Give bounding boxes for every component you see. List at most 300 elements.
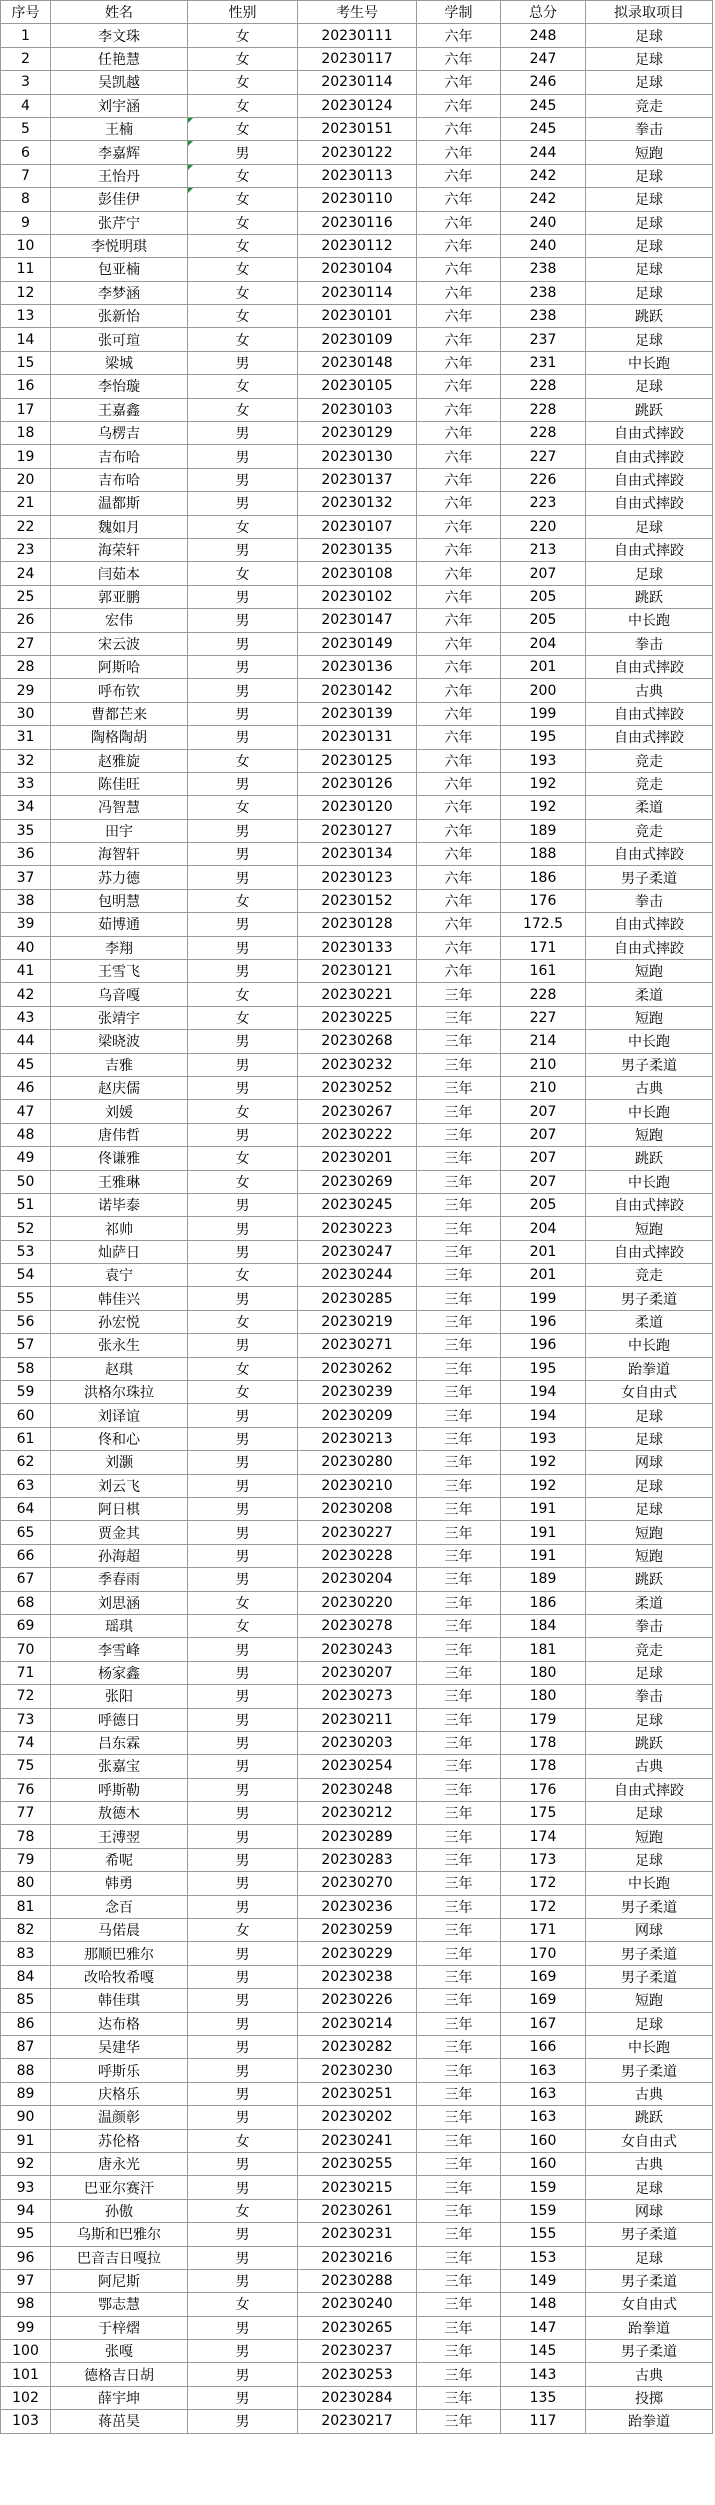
gender-cell: 女 (188, 24, 298, 47)
total-score-cell: 207 (501, 1147, 586, 1170)
table-row (1, 1895, 713, 1918)
exam-number-cell: 20230113 (298, 164, 417, 187)
program-length-cell: 三年 (417, 1685, 501, 1708)
table-row (1, 2012, 713, 2035)
program-length-cell: 六年 (417, 843, 501, 866)
exam-number-cell: 20230226 (298, 1989, 417, 2012)
program-length-cell: 六年 (417, 445, 501, 468)
gender-cell: 女 (188, 398, 298, 421)
program-length-cell: 三年 (417, 1755, 501, 1778)
exam-number-cell: 20230239 (298, 1381, 417, 1404)
total-score-cell: 207 (501, 1123, 586, 1146)
total-score-cell: 204 (501, 632, 586, 655)
table-row (1, 1381, 713, 1404)
table-row (1, 515, 713, 538)
admitted-event-cell: 投掷 (586, 2386, 713, 2409)
total-score-cell: 186 (501, 866, 586, 889)
exam-number-cell: 20230217 (298, 2410, 417, 2433)
total-score-cell: 166 (501, 2035, 586, 2058)
admitted-event-cell: 拳击 (586, 117, 713, 140)
program-length-cell: 六年 (417, 515, 501, 538)
serial-cell: 1 (1, 24, 51, 47)
exam-number-cell: 20230114 (298, 281, 417, 304)
program-length-cell: 六年 (417, 585, 501, 608)
name-cell: 温颜彰 (51, 2106, 188, 2129)
admitted-event-cell: 足球 (586, 234, 713, 257)
program-length-cell: 三年 (417, 1123, 501, 1146)
admitted-event-cell: 足球 (586, 47, 713, 70)
name-cell: 张嘉宝 (51, 1755, 188, 1778)
total-score-cell: 204 (501, 1217, 586, 1240)
admitted-event-cell: 男子柔道 (586, 1895, 713, 1918)
gender-cell: 男 (188, 1030, 298, 1053)
exam-number-cell: 20230203 (298, 1731, 417, 1754)
name-cell: 孙海超 (51, 1544, 188, 1567)
name-cell: 袁宁 (51, 1264, 188, 1287)
exam-number-cell: 20230252 (298, 1076, 417, 1099)
serial-cell: 85 (1, 1989, 51, 2012)
program-length-cell: 三年 (417, 1521, 501, 1544)
total-score-cell: 193 (501, 749, 586, 772)
total-score-cell: 214 (501, 1030, 586, 1053)
exam-number-cell: 20230137 (298, 468, 417, 491)
table-row (1, 2363, 713, 2386)
table-row (1, 71, 713, 94)
serial-cell: 13 (1, 305, 51, 328)
name-cell: 包亚楠 (51, 258, 188, 281)
gender-cell: 女 (188, 515, 298, 538)
total-score-cell: 195 (501, 1357, 586, 1380)
serial-cell: 97 (1, 2269, 51, 2292)
exam-number-cell: 20230152 (298, 889, 417, 912)
gender-cell: 男 (188, 1334, 298, 1357)
admitted-event-cell: 网球 (586, 2199, 713, 2222)
gender-cell: 男 (188, 1895, 298, 1918)
admitted-event-cell: 古典 (586, 2152, 713, 2175)
name-cell: 刘宇涵 (51, 94, 188, 117)
exam-number-cell: 20230125 (298, 749, 417, 772)
name-cell: 季春雨 (51, 1568, 188, 1591)
total-score-cell: 160 (501, 2129, 586, 2152)
total-score-cell: 178 (501, 1755, 586, 1778)
gender-cell: 女 (188, 1919, 298, 1942)
admitted-event-cell: 足球 (586, 281, 713, 304)
program-length-cell: 六年 (417, 141, 501, 164)
table-row (1, 1357, 713, 1380)
gender-cell: 男 (188, 351, 298, 374)
exam-number-cell: 20230132 (298, 492, 417, 515)
table-row (1, 2176, 713, 2199)
admitted-event-cell: 女自由式 (586, 2129, 713, 2152)
table-row (1, 1521, 713, 1544)
gender-cell: 男 (188, 585, 298, 608)
gender-cell: 男 (188, 1848, 298, 1871)
table-row (1, 1989, 713, 2012)
name-cell: 瑶琪 (51, 1614, 188, 1637)
exam-number-cell: 20230236 (298, 1895, 417, 1918)
name-cell: 吴凯越 (51, 71, 188, 94)
table-row (1, 1474, 713, 1497)
admitted-event-cell: 男子柔道 (586, 2269, 713, 2292)
exam-number-cell: 20230109 (298, 328, 417, 351)
serial-cell: 52 (1, 1217, 51, 1240)
gender-cell: 男 (188, 2106, 298, 2129)
total-score-cell: 180 (501, 1685, 586, 1708)
program-length-cell: 三年 (417, 1591, 501, 1614)
serial-cell: 49 (1, 1147, 51, 1170)
program-length-cell: 三年 (417, 1989, 501, 2012)
program-length-cell: 三年 (417, 2340, 501, 2363)
table-row (1, 422, 713, 445)
total-score-cell: 180 (501, 1661, 586, 1684)
admitted-event-cell: 足球 (586, 1474, 713, 1497)
program-length-cell: 六年 (417, 211, 501, 234)
program-length-cell: 六年 (417, 960, 501, 983)
total-score-cell: 196 (501, 1334, 586, 1357)
program-length-cell: 三年 (417, 1778, 501, 1801)
exam-number-cell: 20230117 (298, 47, 417, 70)
table-row (1, 1544, 713, 1567)
admitted-event-cell: 足球 (586, 1498, 713, 1521)
program-length-cell: 三年 (417, 1193, 501, 1216)
admitted-event-cell: 自由式摔跤 (586, 702, 713, 725)
admitted-event-cell: 男子柔道 (586, 1287, 713, 1310)
total-score-cell: 242 (501, 188, 586, 211)
gender-cell: 男 (188, 1661, 298, 1684)
name-cell: 刘灏 (51, 1451, 188, 1474)
exam-number-cell: 20230211 (298, 1708, 417, 1731)
serial-cell: 4 (1, 94, 51, 117)
name-cell: 呼斯乐 (51, 2059, 188, 2082)
serial-cell: 59 (1, 1381, 51, 1404)
program-length-cell: 六年 (417, 538, 501, 561)
total-score-cell: 163 (501, 2059, 586, 2082)
program-length-cell: 六年 (417, 749, 501, 772)
admitted-event-cell: 足球 (586, 375, 713, 398)
name-cell: 冯智慧 (51, 796, 188, 819)
serial-cell: 93 (1, 2176, 51, 2199)
exam-number-cell: 20230112 (298, 234, 417, 257)
program-length-cell: 三年 (417, 1404, 501, 1427)
total-score-cell: 207 (501, 562, 586, 585)
name-cell: 呼布钦 (51, 679, 188, 702)
gender-cell: 男 (188, 1474, 298, 1497)
name-cell: 乌斯和巴雅尔 (51, 2223, 188, 2246)
exam-number-cell: 20230273 (298, 1685, 417, 1708)
name-cell: 宏伟 (51, 609, 188, 632)
gender-cell: 女 (188, 2129, 298, 2152)
gender-cell: 男 (188, 1965, 298, 1988)
gender-cell: 女 (188, 749, 298, 772)
table-row (1, 1872, 713, 1895)
table-row (1, 1404, 713, 1427)
serial-cell: 53 (1, 1240, 51, 1263)
name-cell: 张永生 (51, 1334, 188, 1357)
table-row (1, 328, 713, 351)
serial-cell: 11 (1, 258, 51, 281)
admitted-event-cell: 男子柔道 (586, 866, 713, 889)
admitted-event-cell: 柔道 (586, 796, 713, 819)
name-cell: 任艳慧 (51, 47, 188, 70)
serial-cell: 70 (1, 1638, 51, 1661)
name-cell: 刘思涵 (51, 1591, 188, 1614)
gender-cell: 男 (188, 1778, 298, 1801)
gender-cell: 女 (188, 117, 298, 140)
table-row (1, 1661, 713, 1684)
total-score-cell: 227 (501, 445, 586, 468)
gender-cell: 女 (188, 94, 298, 117)
exam-number-cell: 20230139 (298, 702, 417, 725)
exam-number-cell: 20230245 (298, 1193, 417, 1216)
gender-cell: 女 (188, 562, 298, 585)
gender-cell: 男 (188, 1287, 298, 1310)
program-length-cell: 三年 (417, 1006, 501, 1029)
program-length-cell: 三年 (417, 2176, 501, 2199)
total-score-cell: 248 (501, 24, 586, 47)
total-score-cell: 227 (501, 1006, 586, 1029)
table-row (1, 983, 713, 1006)
total-score-cell: 163 (501, 2082, 586, 2105)
name-cell: 宋云波 (51, 632, 188, 655)
gender-cell: 男 (188, 632, 298, 655)
total-score-cell: 228 (501, 983, 586, 1006)
table-row (1, 1334, 713, 1357)
program-length-cell: 六年 (417, 258, 501, 281)
admitted-event-cell: 中长跑 (586, 609, 713, 632)
serial-cell: 92 (1, 2152, 51, 2175)
gender-cell: 男 (188, 2012, 298, 2035)
serial-cell: 56 (1, 1310, 51, 1333)
admitted-event-cell: 足球 (586, 328, 713, 351)
name-cell: 赵雅旋 (51, 749, 188, 772)
admitted-event-cell: 足球 (586, 1848, 713, 1871)
name-cell: 希呢 (51, 1848, 188, 1871)
total-score-cell: 172 (501, 1872, 586, 1895)
exam-number-cell: 20230284 (298, 2386, 417, 2409)
program-length-cell: 六年 (417, 328, 501, 351)
serial-cell: 28 (1, 655, 51, 678)
gender-cell: 男 (188, 1217, 298, 1240)
program-length-cell: 三年 (417, 1334, 501, 1357)
gender-cell: 男 (188, 609, 298, 632)
total-score-cell: 199 (501, 702, 586, 725)
total-score-cell: 210 (501, 1076, 586, 1099)
gender-cell: 男 (188, 2082, 298, 2105)
gender-cell: 男 (188, 2316, 298, 2339)
gender-cell: 男 (188, 2363, 298, 2386)
table-row (1, 2152, 713, 2175)
gender-cell: 男 (188, 2269, 298, 2292)
gender-cell: 女 (188, 211, 298, 234)
program-length-cell: 六年 (417, 188, 501, 211)
table-row (1, 188, 713, 211)
name-cell: 张靖宇 (51, 1006, 188, 1029)
total-score-cell: 237 (501, 328, 586, 351)
name-cell: 田宇 (51, 819, 188, 842)
header-cell-serial: 序号 (1, 1, 51, 24)
table-row (1, 1755, 713, 1778)
name-cell: 陈佳旺 (51, 772, 188, 795)
admitted-event-cell: 足球 (586, 1708, 713, 1731)
table-row (1, 398, 713, 421)
admitted-event-cell: 短跑 (586, 960, 713, 983)
total-score-cell: 196 (501, 1310, 586, 1333)
exam-number-cell: 20230210 (298, 1474, 417, 1497)
table-row (1, 281, 713, 304)
program-length-cell: 六年 (417, 468, 501, 491)
admitted-event-cell: 自由式摔跤 (586, 1240, 713, 1263)
total-score-cell: 174 (501, 1825, 586, 1848)
program-length-cell: 三年 (417, 1614, 501, 1637)
admitted-event-cell: 足球 (586, 71, 713, 94)
admitted-event-cell: 足球 (586, 515, 713, 538)
table-row (1, 24, 713, 47)
gender-cell: 男 (188, 1498, 298, 1521)
serial-cell: 40 (1, 936, 51, 959)
exam-number-cell: 20230149 (298, 632, 417, 655)
program-length-cell: 六年 (417, 71, 501, 94)
serial-cell: 95 (1, 2223, 51, 2246)
program-length-cell: 三年 (417, 2386, 501, 2409)
table-row (1, 1053, 713, 1076)
program-length-cell: 三年 (417, 1802, 501, 1825)
table-row (1, 117, 713, 140)
serial-cell: 3 (1, 71, 51, 94)
exam-number-cell: 20230135 (298, 538, 417, 561)
table-row (1, 1591, 713, 1614)
program-length-cell: 六年 (417, 117, 501, 140)
serial-cell: 45 (1, 1053, 51, 1076)
gender-cell: 男 (188, 913, 298, 936)
serial-cell: 6 (1, 141, 51, 164)
total-score-cell: 160 (501, 2152, 586, 2175)
admitted-event-cell: 古典 (586, 1755, 713, 1778)
serial-cell: 102 (1, 2386, 51, 2409)
serial-cell: 98 (1, 2293, 51, 2316)
table-row (1, 679, 713, 702)
program-length-cell: 三年 (417, 2035, 501, 2058)
gender-cell: 男 (188, 2340, 298, 2363)
program-length-cell: 三年 (417, 2129, 501, 2152)
serial-cell: 54 (1, 1264, 51, 1287)
admitted-event-cell: 竞走 (586, 1264, 713, 1287)
exam-number-cell: 20230243 (298, 1638, 417, 1661)
total-score-cell: 167 (501, 2012, 586, 2035)
exam-number-cell: 20230289 (298, 1825, 417, 1848)
table-row (1, 2340, 713, 2363)
name-cell: 吉布哈 (51, 468, 188, 491)
serial-cell: 42 (1, 983, 51, 1006)
serial-cell: 8 (1, 188, 51, 211)
serial-cell: 10 (1, 234, 51, 257)
name-cell: 王嘉鑫 (51, 398, 188, 421)
total-score-cell: 192 (501, 796, 586, 819)
table-row (1, 866, 713, 889)
total-score-cell: 178 (501, 1731, 586, 1754)
gender-cell: 女 (188, 258, 298, 281)
program-length-cell: 三年 (417, 1708, 501, 1731)
admitted-event-cell: 竞走 (586, 819, 713, 842)
table-row (1, 655, 713, 678)
serial-cell: 17 (1, 398, 51, 421)
exam-number-cell: 20230122 (298, 141, 417, 164)
admitted-event-cell: 女自由式 (586, 1381, 713, 1404)
total-score-cell: 231 (501, 351, 586, 374)
serial-cell: 34 (1, 796, 51, 819)
table-row (1, 819, 713, 842)
name-cell: 吕东霖 (51, 1731, 188, 1754)
total-score-cell: 245 (501, 94, 586, 117)
gender-cell: 女 (188, 164, 298, 187)
serial-cell: 77 (1, 1802, 51, 1825)
admitted-event-cell: 竞走 (586, 1638, 713, 1661)
exam-number-cell: 20230229 (298, 1942, 417, 1965)
admitted-event-cell: 自由式摔跤 (586, 538, 713, 561)
exam-number-cell: 20230130 (298, 445, 417, 468)
serial-cell: 24 (1, 562, 51, 585)
gender-cell: 男 (188, 2223, 298, 2246)
name-cell: 李文珠 (51, 24, 188, 47)
total-score-cell: 240 (501, 211, 586, 234)
exam-number-cell: 20230202 (298, 2106, 417, 2129)
serial-cell: 86 (1, 2012, 51, 2035)
gender-cell: 男 (188, 960, 298, 983)
exam-number-cell: 20230255 (298, 2152, 417, 2175)
serial-cell: 23 (1, 538, 51, 561)
exam-number-cell: 20230134 (298, 843, 417, 866)
total-score-cell: 199 (501, 1287, 586, 1310)
program-length-cell: 三年 (417, 983, 501, 1006)
name-cell: 乌楞吉 (51, 422, 188, 445)
admitted-event-cell: 自由式摔跤 (586, 492, 713, 515)
gender-cell: 男 (188, 1731, 298, 1754)
table-row (1, 1030, 713, 1053)
exam-number-cell: 20230151 (298, 117, 417, 140)
serial-cell: 39 (1, 913, 51, 936)
gender-cell: 女 (188, 1381, 298, 1404)
serial-cell: 22 (1, 515, 51, 538)
program-length-cell: 三年 (417, 1381, 501, 1404)
serial-cell: 19 (1, 445, 51, 468)
total-score-cell: 195 (501, 726, 586, 749)
program-length-cell: 三年 (417, 1264, 501, 1287)
admitted-event-cell: 古典 (586, 1076, 713, 1099)
name-cell: 刘译谊 (51, 1404, 188, 1427)
table-row (1, 1708, 713, 1731)
header-cell-gender: 性别 (188, 1, 298, 24)
program-length-cell: 三年 (417, 1053, 501, 1076)
admitted-event-cell: 中长跑 (586, 1100, 713, 1123)
admitted-event-cell: 古典 (586, 679, 713, 702)
total-score-cell: 226 (501, 468, 586, 491)
name-cell: 郭亚鹏 (51, 585, 188, 608)
exam-number-cell: 20230103 (298, 398, 417, 421)
gender-cell: 女 (188, 1591, 298, 1614)
serial-cell: 91 (1, 2129, 51, 2152)
table-row (1, 796, 713, 819)
name-cell: 改哈牧希嘎 (51, 1965, 188, 1988)
program-length-cell: 三年 (417, 1661, 501, 1684)
gender-cell: 男 (188, 1708, 298, 1731)
gender-cell: 女 (188, 1357, 298, 1380)
program-length-cell: 三年 (417, 1942, 501, 1965)
admitted-event-cell: 足球 (586, 2012, 713, 2035)
program-length-cell: 三年 (417, 1731, 501, 1754)
gender-cell: 女 (188, 1264, 298, 1287)
program-length-cell: 三年 (417, 1568, 501, 1591)
total-score-cell: 245 (501, 117, 586, 140)
admitted-event-cell: 短跑 (586, 1544, 713, 1567)
